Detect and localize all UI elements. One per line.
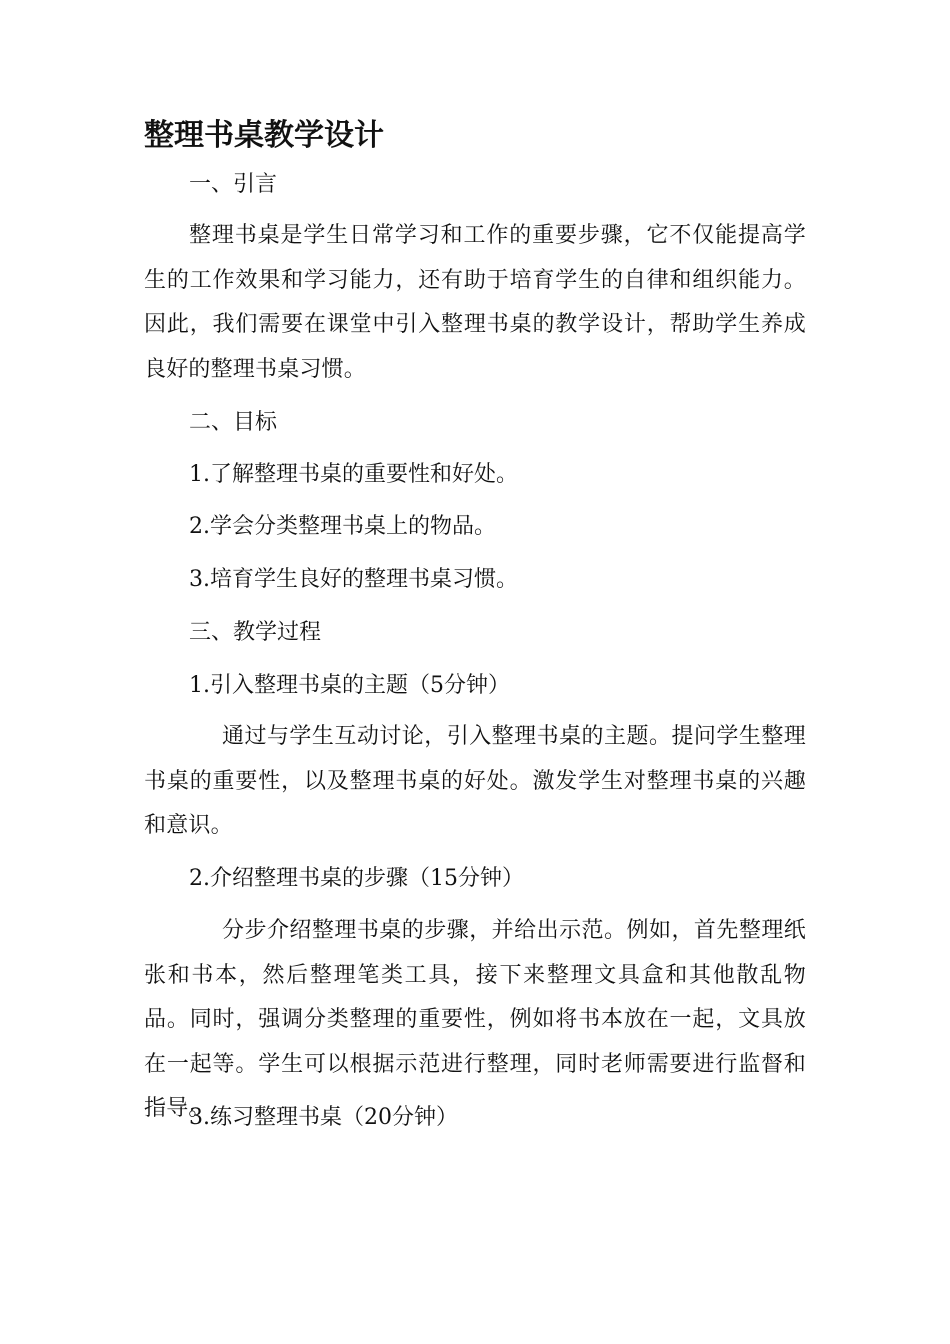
goal-item-3: 3.培育学生良好的整理书桌习惯。	[189, 567, 518, 592]
step-heading-1: 1.引入整理书桌的主题（5分钟）	[189, 673, 510, 698]
section-heading-goals: 二、目标	[189, 410, 278, 435]
step-1-paragraph: 通过与学生互动讨论，引入整理书桌的主题。提问学生整理书桌的重要性，以及整理书桌的好处。激发学生对整理书桌的兴趣和意识。	[144, 724, 806, 838]
goal-item-1: 1.了解整理书桌的重要性和好处。	[189, 462, 518, 487]
section-heading-introduction: 一、引言	[189, 172, 278, 197]
goal-item-2: 2.学会分类整理书桌上的物品。	[189, 514, 496, 539]
document-title: 整理书桌教学设计	[144, 118, 384, 153]
step-heading-2: 2.介绍整理书桌的步骤（15分钟）	[189, 866, 524, 891]
step-heading-3: 3.练习整理书桌（20分钟）	[189, 1105, 458, 1130]
step-2-paragraph: 分步介绍整理书桌的步骤，并给出示范。例如，首先整理纸张和书本，然后整理笔类工具，接下来整理文具盒和其他散乱物品。同时，强调分类整理的重要性，例如将书本放在一起，文具放在一起等。学生可以根据示范进行整理，同时老师需要进行监督和指导。	[144, 918, 806, 1121]
intro-paragraph: 整理书桌是学生日常学习和工作的重要步骤，它不仅能提高学生的工作效果和学习能力，还有助于培育学生的自律和组织能力。因此，我们需要在课堂中引入整理书桌的教学设计，帮助学生养成良好的整理书桌习惯。	[144, 223, 806, 382]
section-heading-process: 三、教学过程	[189, 620, 322, 645]
